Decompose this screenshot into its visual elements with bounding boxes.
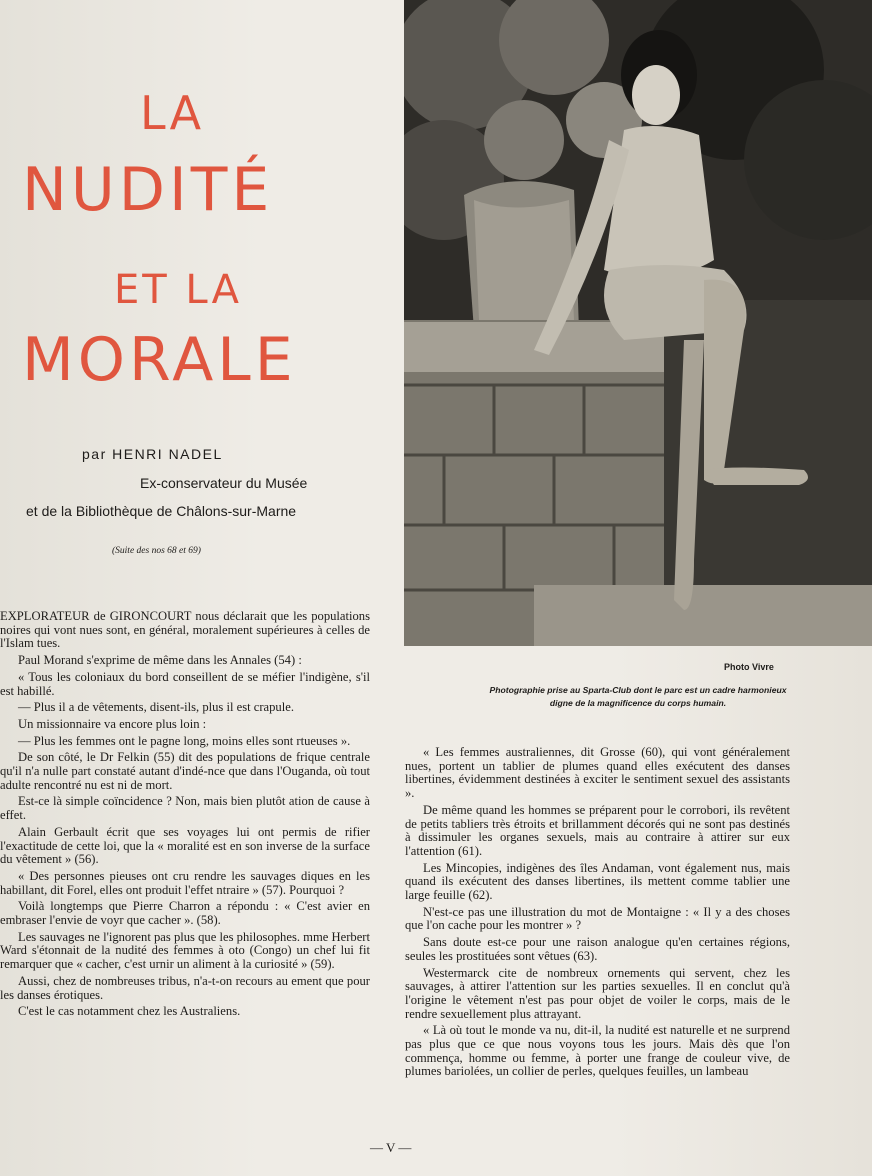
author-role-2: et de la Bibliothèque de Châlons-sur-Marne bbox=[26, 503, 297, 519]
paragraph: « Les femmes australiennes, dit Grosse (60), qui vont généralement nues, portent un tablier de plumes quand elles exécutent des danses libertines, évidemment destinées à exciter le sentiment sexuel des assistants ». bbox=[405, 745, 790, 801]
paragraph: Westermarck cite de nombreux ornements qui servent, chez les sauvages, à attirer l'attention sur les parties sexuelles. Il en conclut qu'à l'origine le vêtement n'est pas pour objet de voiler le corps, mais de le rendre sexuellement plus attrayant. bbox=[405, 965, 790, 1021]
paragraph: N'est-ce pas une illustration du mot de Montaigne : « Il y a des choses que l'on cache pour les montrer » ? bbox=[405, 904, 790, 933]
page-number: — V — bbox=[370, 1140, 412, 1155]
paragraph: Les Mincopies, indigènes des îles Andaman, vont également nus, mais quand ils exécutent des danses libertines, ils mettent comme tablier une large feuille (62). bbox=[405, 860, 790, 903]
photo-caption-line-2: digne de la magnificence du corps humain. bbox=[549, 698, 727, 708]
paragraph: — Plus les femmes ont le pagne long, moins elles sont rtueuses ». bbox=[18, 733, 351, 748]
photo-illustration bbox=[404, 0, 872, 646]
title-line-1: LA bbox=[140, 86, 205, 140]
paragraph: De son côté, le Dr Felkin (55) dit des populations de frique centrale qu'il n'a nulle part constaté autant d'indé-nce que dans l'Ouganda, où tout adulte rencontré nu est ni de mort. bbox=[0, 750, 370, 792]
paragraph: Paul Morand s'exprime de même dans les Annales (54) : bbox=[18, 653, 302, 668]
photo-caption-line-1: Photographie prise au Sparta-Club dont le parc est un cadre harmonieux bbox=[489, 685, 787, 695]
paragraph: — Plus il a de vêtements, disent-ils, plus il est crapule. bbox=[18, 700, 294, 715]
paragraph: Sans doute est-ce pour une raison analogue qu'en certaines régions, seules les prostituées sont vêtues (63). bbox=[405, 935, 790, 963]
paragraph: Voilà longtemps que Pierre Charron a répondu : « C'est avier en embraser l'envie de voyr que cacher ». (58). bbox=[0, 899, 370, 928]
paragraph: « Là où tout le monde va nu, dit-il, la nudité est naturelle et ne surprend pas plus que ce que nous voyons tous les jours. Mais dès que l'on commença, homme ou femme, à porter une frange de couleur vive, de plumes bariolées, un collier de perles, quelques feuilles, un lambeau bbox=[405, 1023, 790, 1079]
title-line-4: MORALE bbox=[22, 325, 297, 395]
title-line-3: ET LA bbox=[114, 267, 242, 313]
right-text-column bbox=[405, 746, 790, 1082]
series-note: (Suite des nos 68 et 69) bbox=[112, 546, 201, 556]
paragraph: « Tous les coloniaux du bord conseillent de se méfier l'indigène, s'il est habillé. bbox=[0, 669, 370, 698]
paragraph: « Des personnes pieuses ont cru rendre les sauvages diques en les habillant, dit Forel, elles ont produit l'effet ntraire » (57). Pourquoi ? bbox=[0, 868, 370, 897]
left-text-column bbox=[0, 610, 370, 1022]
article-photo bbox=[404, 0, 872, 646]
title-line-2: NUDITÉ bbox=[22, 155, 274, 225]
author-byline: par HENRI NADEL bbox=[82, 446, 223, 462]
paragraph: De même quand les hommes se préparent pour le corrobori, ils revêtent de petits tabliers très étroits et brillamment décorés qui ne sont pas destinés à dissimuler les organes sexuels, mais au contraire à attirer sur eux l'attention (61). bbox=[405, 802, 790, 858]
paragraph: Aussi, chez de nombreuses tribus, n'a-t-on recours au ement que pour les danses érotiques. bbox=[0, 973, 370, 1002]
paragraph: Est-ce là simple coïncidence ? Non, mais bien plutôt ation de cause à effet. bbox=[0, 794, 370, 823]
paragraph: EXPLORATEUR de GIRONCOURT nous déclarait que les populations noires qui vont nues sont, en général, moralement supérieures à celles de l'Islam tues. bbox=[0, 609, 370, 651]
photo-credit: Photo Vivre bbox=[724, 662, 774, 672]
author-role-1: Ex-conservateur du Musée bbox=[140, 475, 308, 491]
paragraph: Les sauvages ne l'ignorent pas plus que les philosophes. mme Herbert Ward s'étonnait de la nudité des femmes à oto (Congo) un chef lui fit remarquer que « cacher, c'est urnir un aliment à la curiosité » (59). bbox=[0, 929, 370, 972]
paragraph: Un missionnaire va encore plus loin : bbox=[18, 716, 207, 731]
paragraph: C'est le cas notamment chez les Australiens. bbox=[18, 1004, 241, 1019]
paragraph: Alain Gerbault écrit que ses voyages lui ont permis de rifier l'exactitude de cette loi, que la « moralité est en son inverse de la surface du vêtement » (56). bbox=[0, 824, 370, 867]
